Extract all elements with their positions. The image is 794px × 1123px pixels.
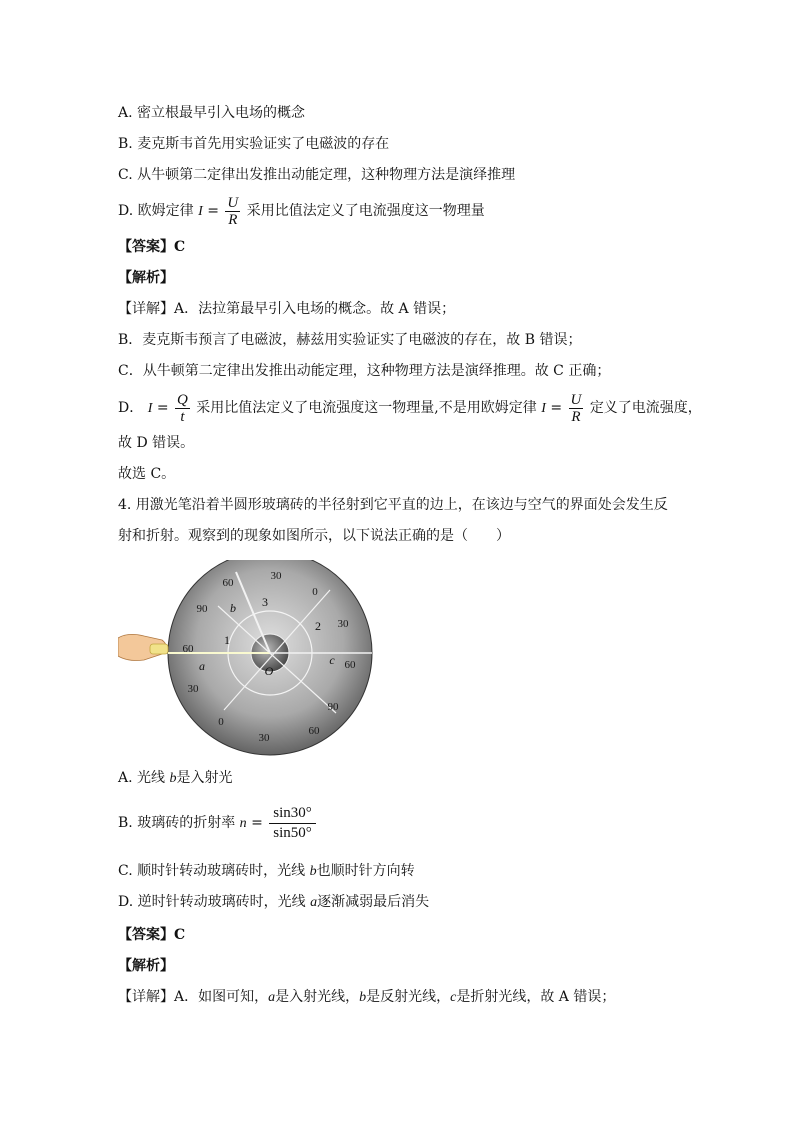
formula-n: n <box>239 816 247 831</box>
q3-analysis-heading: 【解析】 <box>118 270 174 286</box>
q4-option-a-text: 是入射光 <box>176 770 233 786</box>
fraction-u-over-r <box>569 392 584 425</box>
ray-label-a: a <box>199 659 205 673</box>
fraction-u-over-r <box>225 195 240 228</box>
tick-label: 60 <box>344 659 356 671</box>
tick-label: 60 <box>182 643 194 655</box>
q3-detail-d-tail: 定义了电流强度， <box>589 400 702 416</box>
q4-option-d-text: 逐渐减弱最后消失 <box>317 894 430 910</box>
q3-answer: 【答案】C <box>118 239 186 255</box>
region-label-1: 1 <box>224 633 230 647</box>
q3-conclusion: 故选 C。 <box>118 466 176 482</box>
q3-detail-b: B．麦克斯韦预言了电磁波，赫兹用实验证实了电磁波的存在，故 B 错误； <box>118 332 582 348</box>
tick-label: 30 <box>270 570 282 582</box>
formula-eq: = <box>207 203 219 219</box>
tick-label: 0 <box>312 586 318 598</box>
ray-var-b: b <box>169 771 177 786</box>
tick-label: 30 <box>337 618 349 630</box>
q4-stem-line-2: 射和折射。观察到的现象如图所示，以下说法正确的是（ ） <box>118 528 510 544</box>
tick-label: 90 <box>196 603 208 615</box>
q4-option-c-label: C. 顺时针转动玻璃砖时，光线 <box>118 863 310 879</box>
fraction-denominator: sin50° <box>273 824 312 841</box>
q4-option-b <box>118 803 318 844</box>
tick-label: 60 <box>222 577 234 589</box>
q4-stem-line-1: 4. 用激光笔沿着半圆形玻璃砖的半径射到它平直的边上，在该边与空气的界面处会发生反 <box>118 497 668 513</box>
tick-label: 60 <box>308 725 320 737</box>
q4-option-b-label: B. 玻璃砖的折射率 <box>118 815 236 831</box>
formula-eq: = <box>156 400 169 416</box>
q4-answer: 【答案】C <box>118 927 186 943</box>
q3-option-d-label: D. 欧姆定律 <box>118 203 194 219</box>
ray-label-c: c <box>329 653 335 667</box>
q4-option-c <box>118 861 415 882</box>
ray-var-c: c <box>450 990 457 1005</box>
fraction-q-over-t <box>175 392 190 425</box>
region-label-3: 3 <box>262 595 268 609</box>
ray-var-a: a <box>310 895 318 910</box>
q3-detail-a: 【详解】A．法拉第最早引入电场的概念。故 A 错误； <box>118 301 456 317</box>
tick-label: 0 <box>218 716 224 728</box>
formula-i: I <box>147 401 153 416</box>
formula-eq: = <box>550 400 563 416</box>
q3-option-a: A. 密立根最早引入电场的概念 <box>118 105 306 121</box>
ray-var-b: b <box>359 990 367 1005</box>
q3-detail-d-continued: 故 D 错误。 <box>118 435 195 451</box>
formula-eq: = <box>251 815 263 831</box>
q3-detail-d <box>118 389 702 428</box>
q4-detail-text-3: 是折射光线，故 A 错误； <box>456 989 616 1005</box>
fraction-denominator: R <box>228 211 238 228</box>
fraction-numerator: U <box>227 194 239 211</box>
q4-option-c-text: 也顺时针方向转 <box>316 863 415 879</box>
formula-i: I <box>541 401 546 416</box>
hand-with-laser-pointer <box>118 634 168 660</box>
q3-option-d-text: 采用比值法定义了电流强度这一物理量 <box>246 203 485 219</box>
fraction-numerator: U <box>570 391 582 408</box>
q4-option-d-label: D. 逆时针转动玻璃砖时，光线 <box>118 894 311 910</box>
q4-detail-a <box>118 987 615 1008</box>
tick-label: 30 <box>258 732 270 744</box>
formula-i: I <box>198 204 203 219</box>
q4-detail-text-1: 是入射光线， <box>275 989 360 1005</box>
ray-label-b: b <box>230 601 236 615</box>
fraction-denominator: R <box>571 408 581 425</box>
tick-label: 30 <box>187 683 199 695</box>
ray-var-a: a <box>268 990 276 1005</box>
q4-detail-text-2: 是反射光线， <box>366 989 451 1005</box>
q3-option-d <box>118 192 485 231</box>
center-label-o: O <box>264 664 274 678</box>
fraction-numerator: sin30° <box>269 804 316 824</box>
optics-protractor-figure <box>118 560 378 760</box>
region-label-2: 2 <box>315 619 321 633</box>
q4-option-d <box>118 892 429 913</box>
ray-var-b: b <box>309 864 317 879</box>
q4-option-a <box>118 768 232 789</box>
q4-option-a-label: A. 光线 <box>118 770 170 786</box>
q3-option-b: B. 麦克斯韦首先用实验证实了电磁波的存在 <box>118 136 390 152</box>
q3-option-c: C. 从牛顿第二定律出发推出动能定理，这种物理方法是演绎推理 <box>118 167 516 183</box>
fraction-sin30-over-sin50 <box>269 804 316 843</box>
q3-detail-d-label: D． <box>118 400 144 416</box>
tick-label: 90 <box>327 701 339 713</box>
fraction-numerator: Q <box>177 391 188 408</box>
q4-analysis-heading: 【解析】 <box>118 958 174 974</box>
q3-detail-c: C．从牛顿第二定律出发推出动能定理，这种物理方法是演绎推理。故 C 正确； <box>118 363 611 379</box>
fraction-denominator: t <box>180 408 185 425</box>
q4-detail-a-label: 【详解】A．如图可知， <box>118 989 269 1005</box>
q3-detail-d-text: 采用比值法定义了电流强度这一物理量,不是用欧姆定律 <box>196 400 537 416</box>
